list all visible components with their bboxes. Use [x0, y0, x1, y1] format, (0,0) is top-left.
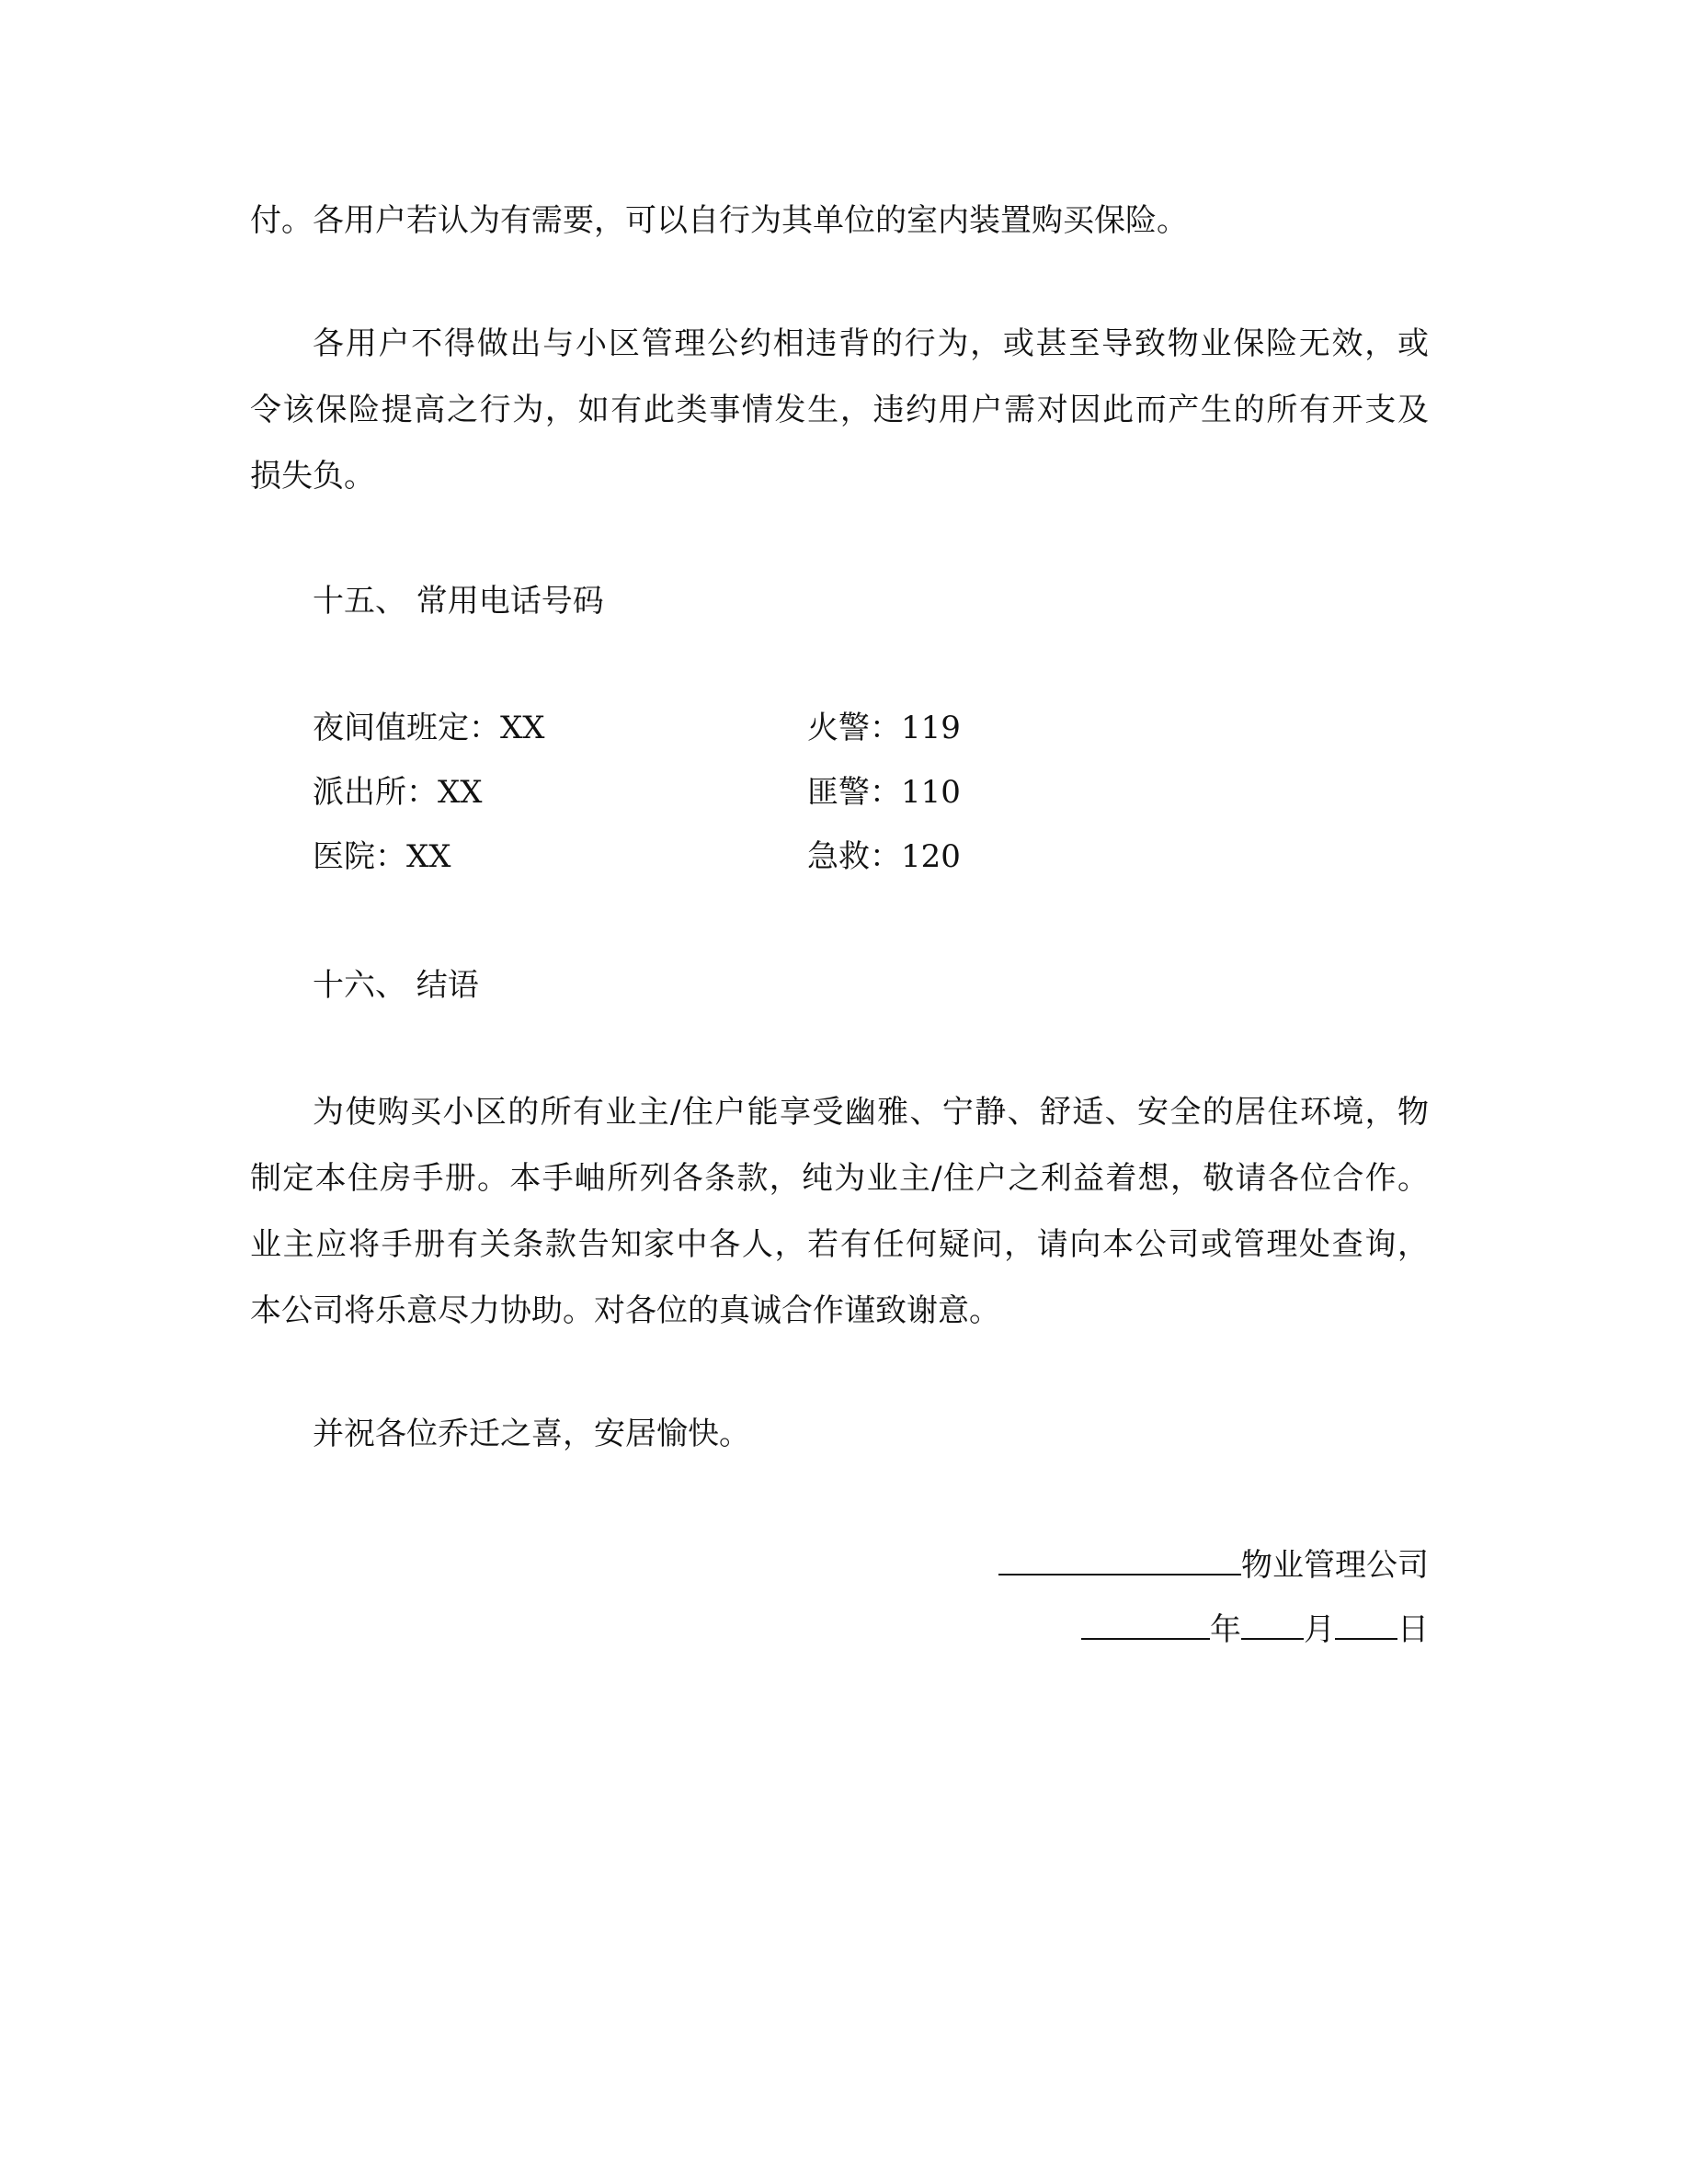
- insurance-paragraph-2-line-3: 损失负。: [250, 458, 375, 495]
- company-name-blank: [998, 1544, 1241, 1575]
- closing-line-2: 制定本住房手册。本手岫所列各条款，纯为业主/住户之利益着想，敬请各位合作。: [250, 1160, 1429, 1197]
- phone-fire: 火警：119: [807, 710, 961, 746]
- phone-police: 匪警：110: [807, 774, 961, 811]
- signature-date: 年 月 日: [1081, 1609, 1429, 1648]
- phone-police-station: 派出所：XX: [313, 774, 483, 811]
- signature-company: 物业管理公司: [998, 1544, 1429, 1584]
- day-blank: [1335, 1609, 1397, 1640]
- phone-ambulance: 急救：120: [807, 838, 961, 875]
- insurance-line-1: 付。各用户若认为有需要，可以自行为其单位的室内装置购买保险。: [250, 202, 1188, 239]
- closing-line-4: 本公司将乐意尽力协助。对各位的真诚合作谨致谢意。: [250, 1292, 1000, 1329]
- section-15-heading: 十五、 常用电话号码: [313, 583, 604, 620]
- closing-wish: 并祝各位乔迁之喜，安居愉快。: [313, 1416, 750, 1452]
- phone-night-duty: 夜间值班定：XX: [313, 710, 545, 746]
- phone-hospital: 医院：XX: [313, 838, 451, 875]
- section-16-heading: 十六、 结语: [313, 967, 479, 1004]
- insurance-paragraph-2-line-2: 令该保险提高之行为，如有此类事情发生，违约用户需对因此而产生的所有开支及: [250, 392, 1429, 428]
- closing-line-1: 为使购买小区的所有业主/住户能享受幽雅、宁静、舒适、安全的居住环境，物: [313, 1094, 1429, 1131]
- year-blank: [1081, 1609, 1210, 1640]
- month-blank: [1241, 1609, 1304, 1640]
- closing-line-3: 业主应将手册有关条款告知家中各人，若有任何疑问，请向本公司或管理处查询，: [250, 1226, 1429, 1263]
- insurance-paragraph-2-line-1: 各用户不得做出与小区管理公约相违背的行为，或甚至导致物业保险无效，或: [313, 325, 1429, 362]
